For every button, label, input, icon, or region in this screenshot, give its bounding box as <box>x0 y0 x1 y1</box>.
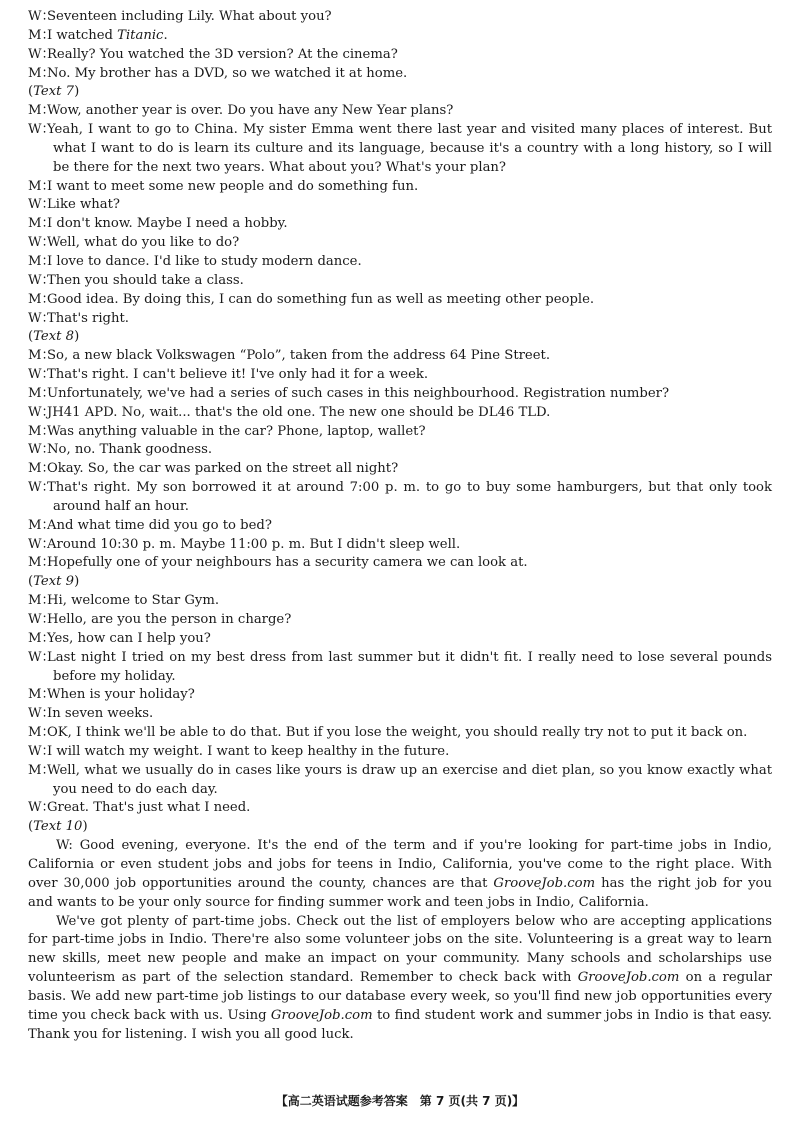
dialogue-line: W：Really? You watched the 3D version? At the cinema? <box>28 46 772 65</box>
dialogue-line: M：Yes, how can I help you? <box>28 630 772 649</box>
speaker: W： <box>28 536 55 552</box>
dialogue-line: M：Hopefully one of your neighbours has a security camera we can look at. <box>28 554 772 573</box>
speaker: W： <box>28 272 55 288</box>
dialogue-line: M：OK, I think we'll be able to do that. But if you lose the weight, you should really try not to put it back on. <box>28 724 772 743</box>
speaker: M： <box>28 687 55 703</box>
dialogue-line: M：Unfortunately, we've had a series of such cases in this neighbourhood. Registration number? <box>28 385 772 404</box>
dialogue-line: M：Wow, another year is over. Do you have any New Year plans? <box>28 102 772 121</box>
section-label-text10: (Text 10) <box>28 819 88 835</box>
dialogue-line: W：Great. That's just what I need. <box>28 799 772 818</box>
speaker: W： <box>28 649 55 665</box>
dialogue-line: M：So, a new black Volkswagen “Polo”, taken from the address 64 Pine Street. <box>28 347 772 366</box>
text8-dialogue <box>28 347 772 573</box>
text10-paragraph-1: W: Good evening, everyone. It's the end of the term and if you're looking for part-time jobs in Indio, California or even student jobs and jobs for teens in Indio, California, you've come to the right place. With over 30,000 job opportunities around the county, chances are that GrooveJob.com has the right job for you and wants to be your only source for finding summer work and teen jobs in Indio, California. <box>28 838 772 910</box>
speaker: W： <box>28 235 55 251</box>
speaker: M： <box>28 593 55 609</box>
dialogue-line: W：I will watch my weight. I want to keep healthy in the future. <box>28 743 772 762</box>
text7-dialogue <box>28 102 772 328</box>
speaker: M： <box>28 27 55 43</box>
speaker: W： <box>28 310 55 326</box>
speaker: M： <box>28 725 55 741</box>
speaker: M： <box>28 423 55 439</box>
speaker: W： <box>28 367 55 383</box>
speaker: M： <box>28 461 55 477</box>
website-name: GrooveJob.com <box>493 875 596 891</box>
speaker: M： <box>28 65 55 81</box>
dialogue-line: M：I watched Titanic. <box>28 27 772 46</box>
speaker: M： <box>28 103 55 119</box>
dialogue-line: M：No. My brother has a DVD, so we watched it at home. <box>28 65 772 84</box>
speaker: W： <box>28 404 55 420</box>
speaker: W： <box>28 743 55 759</box>
dialogue-continuation <box>28 8 772 83</box>
speaker: M： <box>28 762 55 778</box>
section-label-text7: (Text 7) <box>28 84 80 100</box>
dialogue-line: W：Last night I tried on my best dress from last summer but it didn't fit. I really need to lose several pounds before my holiday. <box>28 649 772 684</box>
speaker: W： <box>28 480 55 496</box>
dialogue-line: W：JH41 APD. No, wait... that's the old one. The new one should be DL46 TLD. <box>28 404 772 423</box>
dialogue-line: M：Good idea. By doing this, I can do something fun as well as meeting other people. <box>28 291 772 310</box>
text9-dialogue <box>28 592 772 818</box>
speaker: W： <box>28 442 55 458</box>
speaker: W： <box>28 800 55 816</box>
speaker: W： <box>28 197 55 213</box>
dialogue-line: W：Like what? <box>28 196 772 215</box>
page-footer: 【高二英语试题参考答案 第 7 页(共 7 页)】 <box>275 1094 525 1108</box>
section-label-text9: (Text 9) <box>28 574 80 590</box>
speaker: M： <box>28 630 55 646</box>
speaker: M： <box>28 555 55 571</box>
dialogue-line: W：That's right. My son borrowed it at around 7:00 p. m. to go to buy some hamburgers, but that only took around half an hour. <box>28 480 772 514</box>
dialogue-line: W：Seventeen including Lily. What about you? <box>28 8 772 27</box>
speaker: W： <box>28 122 55 138</box>
dialogue-line: W：That's right. <box>28 310 772 329</box>
speaker: M： <box>28 348 55 364</box>
website-name: GrooveJob.com <box>577 970 680 986</box>
text10-paragraph-2: We've got plenty of part-time jobs. Check out the list of employers below who are accepting applications for part-time jobs in Indio. There're also some volunteer jobs on the site. Volunteering is a great way to learn new skills, meet new people and make an impact on your community. Many schools and scholarships use volunteerism as part of the selection standard. Remember to check back with GrooveJob.com on a regular basis. We add new part-time job listings to our database every week, so you'll find new job opportunities every time you check back with us. Using GrooveJob.com to find student work and summer jobs in Indio is that easy. Thank you for listening. I wish you all good luck. <box>28 913 772 1042</box>
speaker: M： <box>28 216 55 232</box>
dialogue-line: W：Well, what do you like to do? <box>28 234 772 253</box>
dialogue-line: W：That's right. I can't believe it! I've only had it for a week. <box>28 366 772 385</box>
dialogue-line: W：Around 10:30 p. m. Maybe 11:00 p. m. But I didn't sleep well. <box>28 536 772 555</box>
speaker: M： <box>28 178 55 194</box>
dialogue-line: M：I don't know. Maybe I need a hobby. <box>28 215 772 234</box>
speaker: M： <box>28 253 55 269</box>
section-label-text8: (Text 8) <box>28 329 80 345</box>
dialogue-line: W：Then you should take a class. <box>28 272 772 291</box>
dialogue-line: W：No, no. Thank goodness. <box>28 441 772 460</box>
speaker: M： <box>28 517 55 533</box>
dialogue-line: W：Yeah, I want to go to China. My sister Emma went there last year and visited many places of interest. But what I want to do is learn its culture and its language, because it's a country with a long history, so I will be there for the next two years. What about you? What's your plan? <box>28 122 772 175</box>
dialogue-line: M：And what time did you go to bed? <box>28 517 772 536</box>
answer-page <box>28 8 772 1044</box>
speaker: M： <box>28 291 55 307</box>
dialogue-line: M：Well, what we usually do in cases like yours is draw up an exercise and diet plan, so you know exactly what you need to do each day. <box>28 762 772 797</box>
dialogue-line: M：Okay. So, the car was parked on the street all night? <box>28 460 772 479</box>
dialogue-line: W：Hello, are you the person in charge? <box>28 611 772 630</box>
dialogue-line: M：Was anything valuable in the car? Phone, laptop, wallet? <box>28 423 772 442</box>
dialogue-line: M：When is your holiday? <box>28 686 772 705</box>
dialogue-line: W：In seven weeks. <box>28 705 772 724</box>
movie-title: Titanic <box>117 27 164 43</box>
website-name: GrooveJob.com <box>270 1007 373 1023</box>
dialogue-line: M：Hi, welcome to Star Gym. <box>28 592 772 611</box>
dialogue-line: M：I love to dance. I'd like to study modern dance. <box>28 253 772 272</box>
speaker: M： <box>28 385 55 401</box>
speaker: W： <box>28 46 55 62</box>
speaker: W： <box>28 612 55 627</box>
speaker: W： <box>28 9 55 24</box>
speaker: W： <box>28 706 55 722</box>
dialogue-line: M：I want to meet some new people and do something fun. <box>28 178 772 197</box>
